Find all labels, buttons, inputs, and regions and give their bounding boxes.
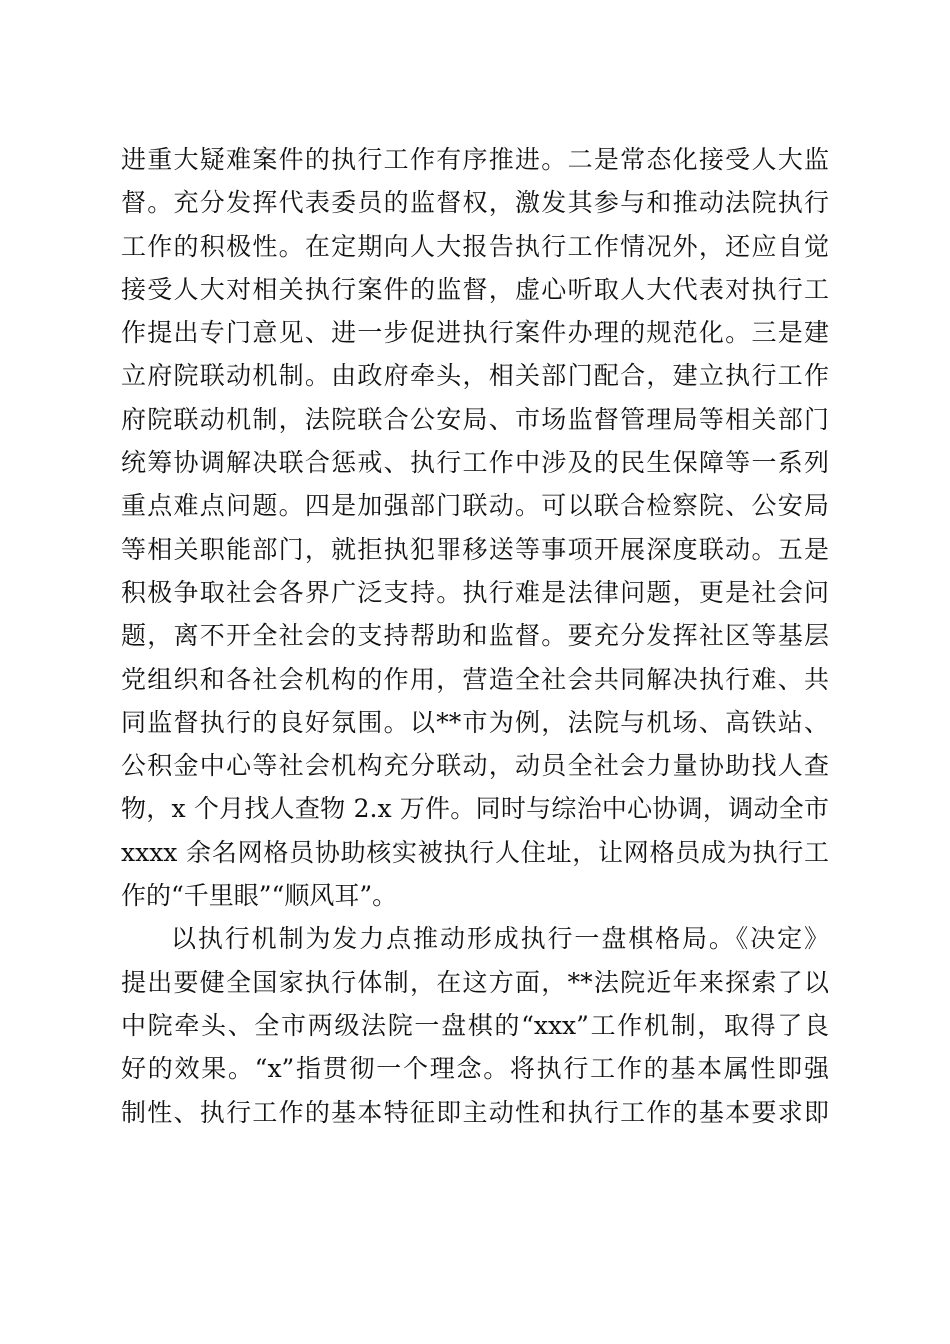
text-line: 公积金中心等社会机构充分联动，动员全社会力量协助找人查 — [121, 751, 829, 781]
text-line: 立府院联动机制。由政府牵头，相关部门配合，建立执行工作 — [121, 361, 829, 391]
text-line: 统筹协调解决联合惩戒、执行工作中涉及的民生保障等一系列 — [121, 448, 829, 478]
text-line: 府院联动机制，法院联合公安局、市场监督管理局等相关部门 — [121, 404, 829, 434]
text-line: 制性、执行工作的基本特征即主动性和执行工作的基本要求即 — [121, 1097, 829, 1127]
text-line: 好的效果。“x”指贯彻一个理念。将执行工作的基本属性即强 — [121, 1054, 829, 1084]
text-line: 作提出专门意见、进一步促进执行案件办理的规范化。三是建 — [121, 318, 829, 348]
text-line: 题，离不开全社会的支持帮助和监督。要充分发挥社区等基层 — [121, 621, 829, 651]
text-line: 提出要健全国家执行体制，在这方面，**法院近年来探索了以 — [121, 967, 829, 997]
text-line: 积极争取社会各界广泛支持。执行难是法律问题，更是社会问 — [121, 577, 829, 607]
document-body — [121, 138, 829, 1134]
text-line: 同监督执行的良好氛围。以**市为例，法院与机场、高铁站、 — [121, 707, 829, 737]
text-line: 进重大疑难案件的执行工作有序推进。二是常态化接受人大监 — [121, 145, 829, 174]
paragraph-2 — [121, 917, 829, 1133]
text-line: 以执行机制为发力点推动形成执行一盘棋格局。《决定》 — [171, 924, 829, 954]
text-line: 重点难点问题。四是加强部门联动。可以联合检察院、公安局 — [121, 491, 829, 521]
text-line: xxxx 余名网格员协助核实被执行人住址，让网格员成为执行工 — [121, 837, 829, 867]
text-line: 工作的积极性。在定期向人大报告执行工作情况外，还应自觉 — [121, 231, 829, 261]
text-line: 作的“千里眼”“顺风耳”。 — [121, 881, 398, 911]
text-line: 物，x 个月找人查物 2.x 万件。同时与综治中心协调，调动全市 — [121, 794, 829, 824]
text-line: 党组织和各社会机构的作用，营造全社会共同解决执行难、共 — [121, 664, 829, 694]
text-line: 督。充分发挥代表委员的监督权，激发其参与和推动法院执行 — [121, 188, 829, 218]
text-line: 等相关职能部门，就拒执犯罪移送等事项开展深度联动。五是 — [121, 534, 829, 564]
paragraph-1 — [121, 138, 829, 917]
text-line: 接受人大对相关执行案件的监督，虚心听取人大代表对执行工 — [121, 274, 829, 304]
text-line: 中院牵头、全市两级法院一盘棋的“xxx”工作机制，取得了良 — [121, 1010, 829, 1040]
